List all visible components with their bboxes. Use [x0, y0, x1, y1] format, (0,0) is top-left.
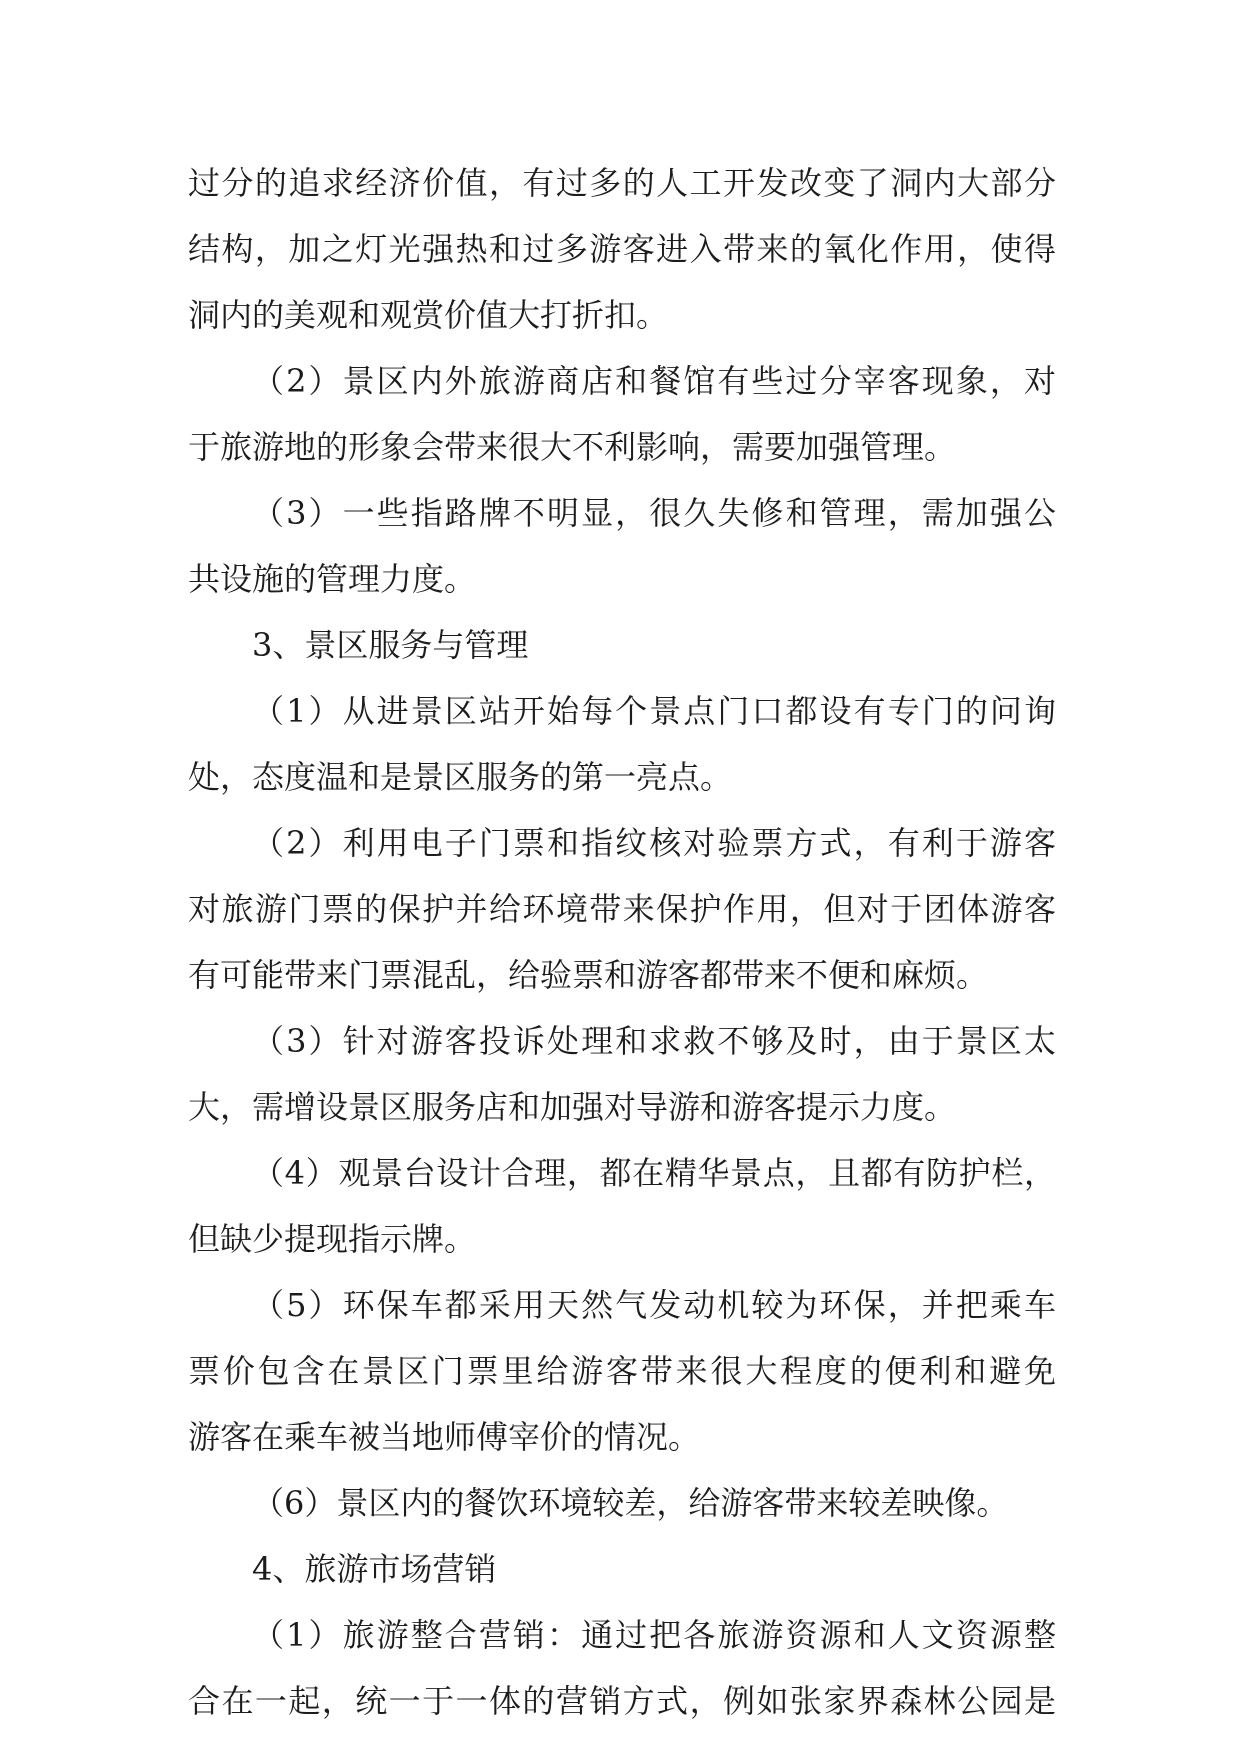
- text-line: （2）景区内外旅游商店和餐馆有些过分宰客现象，对: [252, 362, 1056, 400]
- text-line: 票价包含在景区门票里给游客带来很大程度的便利和避免: [188, 1352, 1056, 1390]
- text-line: 结构，加之灯光强热和过多游客进入带来的氧化作用，使得: [188, 230, 1056, 268]
- text-line: 大，需增设景区服务店和加强对导游和游客提示力度。: [188, 1088, 957, 1126]
- text-line: 3、景区服务与管理: [252, 626, 529, 664]
- text-line: 4、旅游市场营销: [252, 1550, 497, 1588]
- text-line: （6）景区内的餐饮环境较差，给游客带来较差映像。: [252, 1484, 1009, 1522]
- text-line: 处，态度温和是景区服务的第一亮点。: [188, 758, 733, 796]
- text-line: 合在一起，统一于一体的营销方式，例如张家界森林公园是: [188, 1682, 1056, 1720]
- text-line: （3）一些指路牌不明显，很久失修和管理，需加强公: [252, 494, 1056, 532]
- text-line: 但缺少提现指示牌。: [188, 1220, 477, 1258]
- text-line: （1）从进景区站开始每个景点门口都设有专门的问询: [252, 692, 1056, 730]
- text-line: 共设施的管理力度。: [188, 560, 477, 598]
- text-line: 有可能带来门票混乱，给验票和游客都带来不便和麻烦。: [188, 956, 989, 994]
- text-line: 于旅游地的形象会带来很大不利影响，需要加强管理。: [188, 428, 957, 466]
- text-line: （4）观景台设计合理，都在精华景点，且都有防护栏，: [252, 1154, 1056, 1192]
- text-line: （3）针对游客投诉处理和求救不够及时，由于景区太: [252, 1022, 1056, 1060]
- text-line: 洞内的美观和观赏价值大打折扣。: [188, 296, 669, 334]
- document-body: [188, 162, 1056, 1746]
- text-line: 游客在乘车被当地师傅宰价的情况。: [188, 1418, 701, 1456]
- text-line: （2）利用电子门票和指纹核对验票方式，有利于游客: [252, 824, 1056, 862]
- text-line: 过分的追求经济价值，有过多的人工开发改变了洞内大部分: [188, 164, 1056, 202]
- text-line: （5）环保车都采用天然气发动机较为环保，并把乘车: [252, 1286, 1056, 1324]
- text-line: （1）旅游整合营销：通过把各旅游资源和人文资源整: [252, 1616, 1056, 1654]
- text-line: 对旅游门票的保护并给环境带来保护作用，但对于团体游客: [188, 890, 1056, 928]
